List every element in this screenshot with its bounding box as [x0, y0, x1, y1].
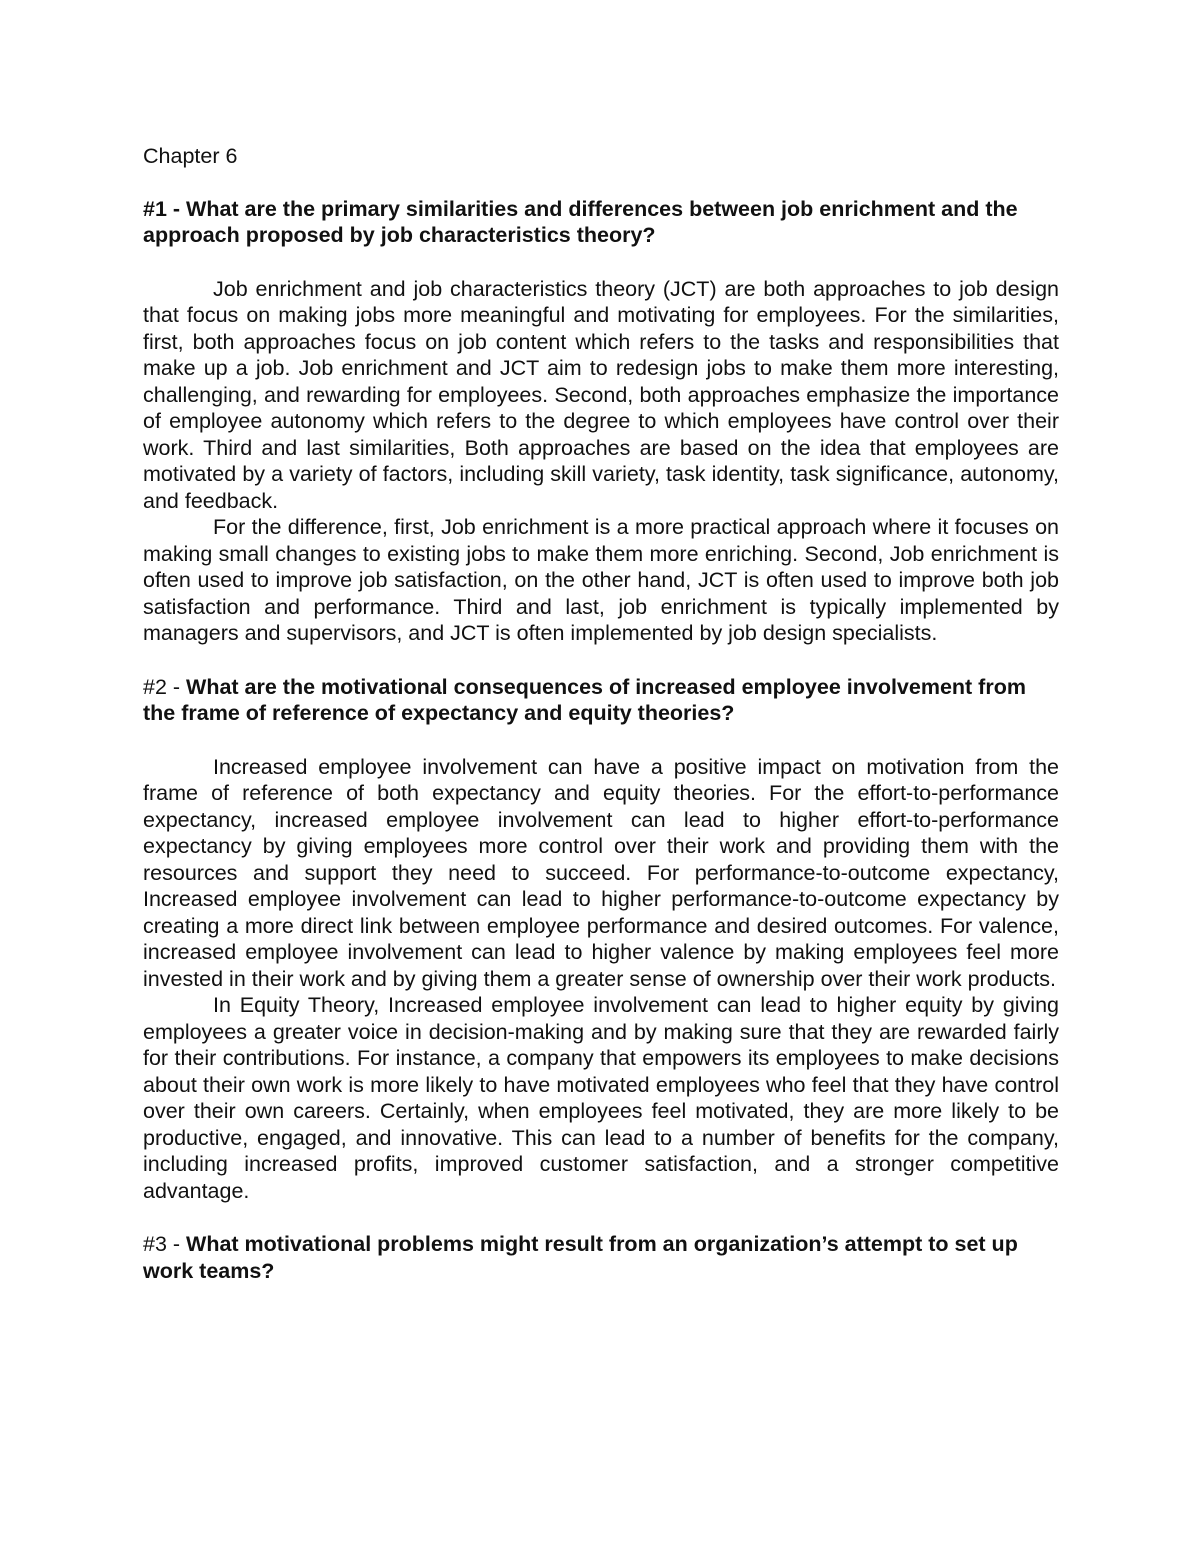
question-heading-1	[143, 196, 1059, 249]
question-heading-2	[143, 674, 1059, 727]
question-text: What motivational problems might result from an organization’s attempt to set up work teams?	[143, 1232, 1018, 1283]
question-text: What are the primary similarities and differences between job enrichment and the approach proposed by job characteristics theory?	[143, 196, 1018, 247]
document-page	[143, 143, 1059, 1311]
question-heading-3	[143, 1231, 1059, 1284]
answer-body-1	[143, 276, 1059, 647]
question-section-1	[143, 196, 1059, 647]
question-number: #3 -	[143, 1232, 187, 1256]
answer-body-2	[143, 754, 1059, 1205]
answer-paragraph: Increased employee involvement can have a positive impact on motivation from the frame of reference of both expectancy and equity theories. For the effort-to-performance expectancy, increased employee involvement can lead to higher effort-to-performance expectancy by giving employees more control over their work and providing them with the resources and support they need to succeed. For performance-to-outcome expectancy, Increased employee involvement can lead to higher performance-to-outcome expectancy by creating a more direct link between employee performance and desired outcomes. For valence, increased employee involvement can lead to higher valence by making employees feel more invested in their work and by giving them a greater sense of ownership over their work products.	[143, 754, 1059, 991]
question-text: What are the motivational consequences of increased employee involvement from the frame of reference of expectancy and equity theories?	[143, 674, 1026, 725]
question-section-2	[143, 674, 1059, 1205]
question-number: #2 -	[143, 674, 187, 699]
question-section-3	[143, 1231, 1059, 1284]
chapter-title: Chapter 6	[143, 144, 238, 168]
answer-paragraph: Job enrichment and job characteristics theory (JCT) are both approaches to job design that focus on making jobs more meaningful and motivating for employees. For the similarities, first, both approaches focus on job content which refers to the tasks and responsibilities that make up a job. Job enrichment and JCT aim to redesign jobs to make them more interesting, challenging, and rewarding for employees. Second, both approaches emphasize the importance of employee autonomy which refers to the degree to which employees have control over their work. Third and last similarities, Both approaches are based on the idea that employees are motivated by a variety of factors, including skill variety, task identity, task significance, autonomy, and feedback.	[143, 276, 1059, 513]
answer-paragraph: In Equity Theory, Increased employee involvement can lead to higher equity by giving employees a greater voice in decision-making and by making sure that they are rewarded fairly for their contributions. For instance, a company that empowers its employees to make decisions about their own work is more likely to have motivated employees who feel that they have control over their own careers. Certainly, when employees feel motivated, they are more likely to be productive, engaged, and innovative. This can lead to a number of benefits for the company, including increased profits, improved customer satisfaction, and a stronger competitive advantage.	[143, 993, 1059, 1203]
question-number: #1 -	[143, 196, 187, 221]
answer-paragraph: For the difference, first, Job enrichment is a more practical approach where it focuses on making small changes to existing jobs to make them more enriching. Second, Job enrichment is often used to improve job satisfaction, on the other hand, JCT is often used to improve both job satisfaction and performance. Third and last, job enrichment is typically implemented by managers and supervisors, and JCT is often implemented by job design specialists.	[143, 515, 1059, 645]
